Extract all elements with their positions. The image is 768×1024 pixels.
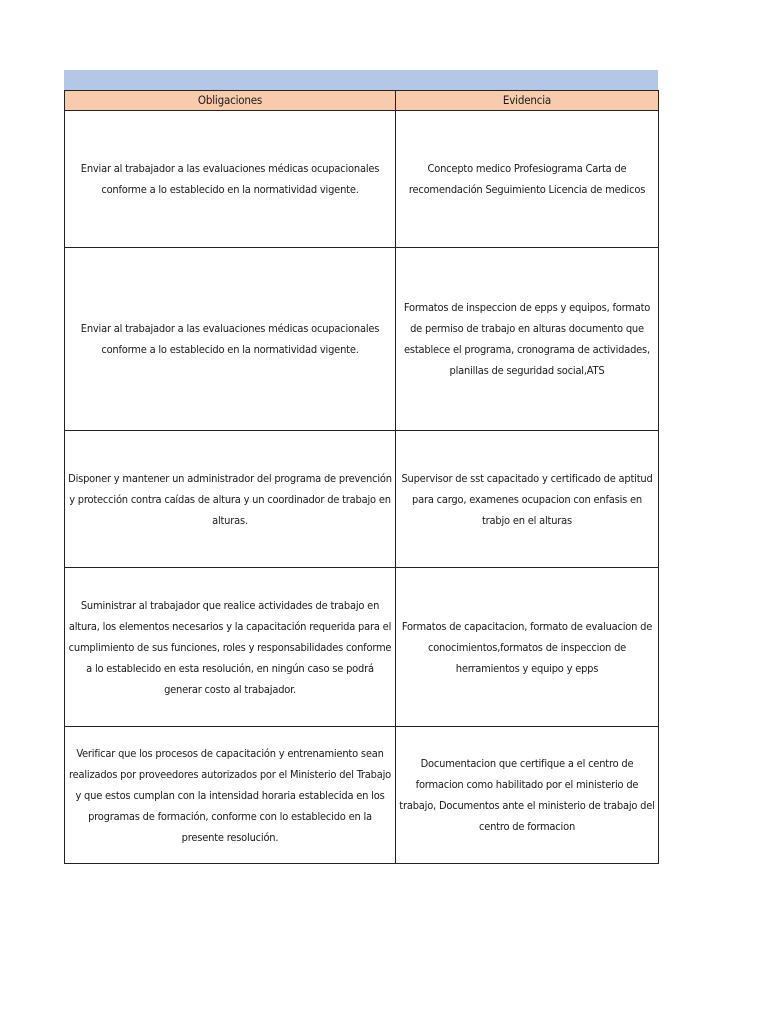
table-row [65,248,659,431]
document-page [64,70,658,864]
table-row [65,111,659,248]
evidencia-cell [396,727,659,864]
obligacion-text: Disponer y mantener un administrador del programa de prevención y protección contra caídas de altura y un coordinador de trabajo en alturas. [68,471,392,527]
evidencia-text: Concepto medico Profesiograma Carta de recomendación Seguimiento Licencia de medicos [408,162,646,196]
obligacion-text: Enviar al trabajador a las evaluaciones médicas ocupacionales conforme a lo establecido en la normatividad vigente. [80,322,380,356]
column-header-obligaciones: Obligaciones [65,91,396,111]
table-row [65,727,659,864]
obligacion-cell [65,727,396,864]
title-bar [64,70,658,90]
evidencia-cell [396,248,659,431]
evidencia-cell [396,111,659,248]
column-header-evidencia: Evidencia [396,91,659,111]
evidencia-text: Documentacion que certifique a el centro de formacion como habilitado por el ministerio de trabajo, Documentos ante el ministerio de trabajo del centro de formacion [399,757,655,833]
evidencia-text: Supervisor de sst capacitado y certificado de aptitud para cargo, examenes ocupacion con enfasis en trabjo en el alturas [401,471,653,527]
evidencia-text: Formatos de inspeccion de epps y equipos, formato de permiso de trabajo en alturas documento que establece el programa, cronograma de actividades, planillas de seguridad social,ATS [403,301,651,377]
obligacion-cell [65,111,396,248]
table-row [65,568,659,727]
obligacion-cell [65,431,396,568]
evidencia-cell [396,568,659,727]
obligacion-cell [65,568,396,727]
obligations-table [64,90,659,864]
obligacion-text: Enviar al trabajador a las evaluaciones médicas ocupacionales conforme a lo establecido en la normatividad vigente. [80,162,380,196]
header-row [65,91,659,111]
evidencia-text: Formatos de capacitacion, formato de evaluacion de conocimientos,formatos de inspeccion de herramientos y equipo y epps [401,619,653,675]
table-row [65,431,659,568]
obligacion-text: Suministrar al trabajador que realice actividades de trabajo en altura, los elementos necesarios y la capacitación requerida para el cumplimiento de sus funciones, roles y responsabilidades conforme a lo establecido en esta resolución, en ningún caso se podrá generar costo al trabajador. [68,598,392,696]
obligacion-cell [65,248,396,431]
evidencia-cell [396,431,659,568]
obligacion-text: Verificar que los procesos de capacitación y entrenamiento sean realizados por proveedores autorizados por el Ministerio del Trabajo y que estos cumplan con la intensidad horaria establecida en los programas de formación, conforme con lo establecido en la presente resolución. [69,746,391,844]
